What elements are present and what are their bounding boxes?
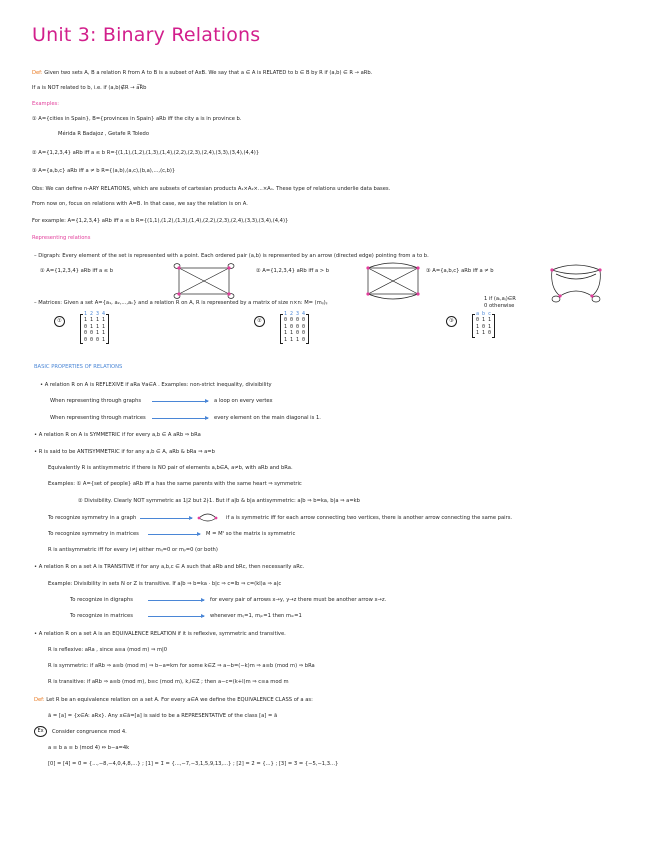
matrix-row: 1 0 1 xyxy=(476,323,492,330)
transitive-def: • A relation R on a set A is TRANSITIVE if for any a,b,c ∈ A such that aRb and bRc, then necessarily aRc. xyxy=(34,564,305,570)
antisymmetric-examples: Examples: ① A={set of people} aRb iff a has the same parents with the same heart ⇒ symmetric xyxy=(48,481,302,487)
digraph-2 xyxy=(364,264,424,300)
page-title: Unit 3: Binary Relations xyxy=(32,24,261,46)
digraph-3 xyxy=(546,264,608,304)
example-congruence-a: a ≡ b a ≡ b (mod 4) ⇔ b−a=4k xyxy=(48,745,130,751)
examples-heading: Examples: xyxy=(32,101,59,107)
reflexive-matrices: When representing through matrices xyxy=(50,415,146,421)
symmetry-graph: To recognize symmetry in a graph xyxy=(48,515,137,521)
arrow-right-icon xyxy=(140,518,192,519)
reflexive-graphs-result: a loop on every vertex xyxy=(214,398,273,404)
example-3: ③ A={a,b,c} aRb iff a ≠ b R={(a,b),(a,c),(b,a),...,(c,b)} xyxy=(32,168,176,174)
matrix-3-header: a b c xyxy=(476,311,492,317)
symmetric-pair-icon xyxy=(196,510,226,524)
arrow-right-icon xyxy=(148,616,204,617)
equivalence-symmetric: R is symmetric: if aRb ⇒ a≡b (mod m) ⇒ b−a=km for some k∈Z ⇒ a−b=(−k)m ⇒ a≡b (mod m) ⇒ bRa xyxy=(48,663,315,669)
for-example: For example: A={1,2,3,4} aRb iff a ≤ b R={(1,1),(1,2),(1,3),(1,4),(2,2),(2,3),(2,4),(3,3),(3,4),(4,4)} xyxy=(32,218,289,224)
equivalence-def: • A relation R on a set A is an EQUIVALENCE RELATION if it is reflexive, symmetric and transitive. xyxy=(34,631,286,637)
transitive-digraphs: To recognize in digraphs xyxy=(70,597,133,603)
transitive-digraphs-result: for every pair of arrows x→y, y→z there must be another arrow x→z. xyxy=(210,597,387,603)
symmetry-graph-result: if a is symmetric iff for each arrow connecting two vertices, there is another arrow connecting the same pairs. xyxy=(226,515,513,521)
matrices-case-2: 0 otherwise xyxy=(484,303,515,309)
representing-heading: Representing relations xyxy=(32,235,91,241)
definition-2b: ā = [a] = {x∈A: aRx}. Any x∈ā=[a] is said to be a REPRESENTATIVE of the class [a] = ā xyxy=(48,713,278,719)
observation-2: From now on, focus on relations with A=B. In that case, we say the relation is on A. xyxy=(32,201,248,207)
example-1: ① A={cities in Spain}, B={provinces in Spain} aRb iff the city a is in province b. xyxy=(32,116,242,122)
transitive-matrices-result: whenever mᵢⱼ=1, mⱼₖ=1 then mᵢₖ=1 xyxy=(210,613,302,619)
example-1b: Mérida R Badajoz , Getafe R Toledo xyxy=(58,131,150,137)
arrow-right-icon xyxy=(148,534,200,535)
matrix-1 xyxy=(84,311,105,343)
antisymmetric-def: • R is said to be ANTISYMMETRIC if for any a,b ∈ A, aRb & bRa ⇒ a=b xyxy=(34,449,215,455)
antisymmetric-divisibility: ② Divisibility. Clearly NOT symmetric as 1|2 but 2∤1. But if a|b & b|a antisymmetric: a|b ⇒ b=ka, b|a ⇒ a=kb xyxy=(78,498,360,504)
matrix-2-number: ② xyxy=(254,316,265,327)
symmetry-matrices-result: M = Mᵗ so the matrix is symmetric xyxy=(206,531,296,537)
definition-2 xyxy=(34,697,313,704)
matrix-row: 1 0 0 0 xyxy=(284,323,306,330)
matrix-3 xyxy=(476,311,491,337)
definition-1b: If a is NOT related to b, i.e. if (a,b)∉R → a͞Rb xyxy=(32,85,147,91)
reflexive-def: • A relation R on A is REFLEXIVE if aRa ∀a∈A . Examples: non-strict inequality, divisibility xyxy=(40,382,272,388)
antisymmetric-equiv: Equivalently R is antisymmetric if there is NO pair of elements a,b∈A, a≠b, with aRb and bRa. xyxy=(48,465,293,471)
digraph-1 xyxy=(175,264,235,300)
def-label: Def: xyxy=(34,697,45,703)
matrices-text: – Matrices: Given a set A={a₁, a₂,...,aₙ} and a relation R on A, R is represented by a matrix of size n×n: M= (mᵢⱼ)ᵢⱼ xyxy=(34,300,328,306)
matrix-1-number: ① xyxy=(54,316,65,327)
antisymmetric-matrix: R is antisymmetric iff for every i≠j either mᵢⱼ=0 or mⱼᵢ=0 (or both) xyxy=(48,547,218,553)
matrix-1-header: 1 2 3 4 xyxy=(84,311,106,317)
transitive-matrices: To recognize in matrices xyxy=(70,613,133,619)
matrix-2-header: 1 2 3 4 xyxy=(284,311,306,317)
def-text: Let R be an equivalence relation on a set A. For every a∈A we define the EQUIVALENCE CLASS of a as: xyxy=(46,697,313,703)
example-2: ② A={1,2,3,4} aRb iff a ≤ b R={(1,1),(1,2),(1,3),(1,4),(2,2),(2,3),(2,4),(3,3),(3,4),(4,4)} xyxy=(32,150,260,156)
observation xyxy=(32,186,390,193)
matrices-case-1: 1 if (aᵢ,aⱼ)∈R xyxy=(484,296,516,302)
basic-properties-heading: BASIC PROPERTIES OF RELATIONS xyxy=(34,364,123,370)
matrix-row: 0 1 1 1 xyxy=(84,323,106,330)
arrow-right-icon xyxy=(152,401,208,402)
symmetry-matrices: To recognize symmetry in matrices xyxy=(48,531,139,537)
equivalence-transitive: R is transitive: if aRb ⇒ a≡b (mod m), b≡c (mod m), k,l∈Z ; then a−c=(k+l)m ⇒ c≡a mod m xyxy=(48,679,289,685)
matrix-row: 1 1 1 0 xyxy=(284,336,306,343)
example-badge: Ex xyxy=(34,726,47,737)
matrix-3-rows xyxy=(476,317,491,336)
transitive-example: Example: Divisibility in sets N or Z is transitive. If a|b ⇒ b=ka · b|c ⇒ c=lb ⇒ c=(kl)a ⇒ a|c xyxy=(48,581,282,587)
reflexive-graphs: When representing through graphs xyxy=(50,398,142,404)
def-text: Given two sets A, B a relation R from A to B is a subset of AxB. We say that a ∈ A is RELATED to b ∈ B by R if (a,b) ∈ R → aRb. xyxy=(44,70,373,76)
graph-3-label: ③ A={a,b,c} aRb iff a ≠ b xyxy=(426,268,494,274)
matrix-3-number: ③ xyxy=(446,316,457,327)
arrow-right-icon xyxy=(148,600,204,601)
digraph-text: – Digraph: Every element of the set is represented with a point. Each ordered pair (a,b) is represented by an arrow (directed edge) pointing from a to b. xyxy=(34,253,429,259)
matrix-row: 1 1 0 xyxy=(476,330,492,337)
matrix-2 xyxy=(284,311,305,343)
example-congruence: Consider congruence mod 4. xyxy=(52,729,127,735)
matrix-row: 0 1 1 xyxy=(476,317,492,324)
matrix-row: 0 0 0 0 xyxy=(284,317,306,324)
graph-1-label: ① A={1,2,3,4} aRb iff a ≤ b xyxy=(40,268,114,274)
observation-text: Obs: We can define n-ARY RELATIONS, which are subsets of cartesian products A₁×A₂×...×Aₙ. These type of relations underlie data bases. xyxy=(32,186,391,192)
definition-1 xyxy=(32,70,372,77)
reflexive-matrices-result: every element on the main diagonal is 1. xyxy=(214,415,321,421)
matrix-2-rows xyxy=(284,317,305,343)
matrix-row: 1 1 0 0 xyxy=(284,330,306,337)
def-label: Def: xyxy=(32,70,43,76)
example-congruence-classes: [0] = [4] = 0̄ = {...,−8,−4,0,4,8,...} ; [1] = 1̄ = {...,−7,−3,1,5,9,13,...} ; [2] = 2̄ = {...} ; [3] = 3̄ = {−5,−1,3...} xyxy=(48,761,339,767)
matrix-row: 1 1 1 1 xyxy=(84,317,106,324)
graph-2-label: ② A={1,2,3,4} aRb iff a > b xyxy=(256,268,330,274)
symmetric-def: • A relation R on A is SYMMETRIC if for every a,b ∈ A aRb ⇒ bRa xyxy=(34,432,201,438)
arrow-right-icon xyxy=(152,418,208,419)
equivalence-reflexive: R is reflexive: aRa , since a≡a (mod m) ⇒ m|0 xyxy=(48,647,168,653)
matrix-row: 0 0 0 1 xyxy=(84,336,106,343)
matrix-1-rows xyxy=(84,317,105,343)
matrix-row: 0 0 1 1 xyxy=(84,330,106,337)
